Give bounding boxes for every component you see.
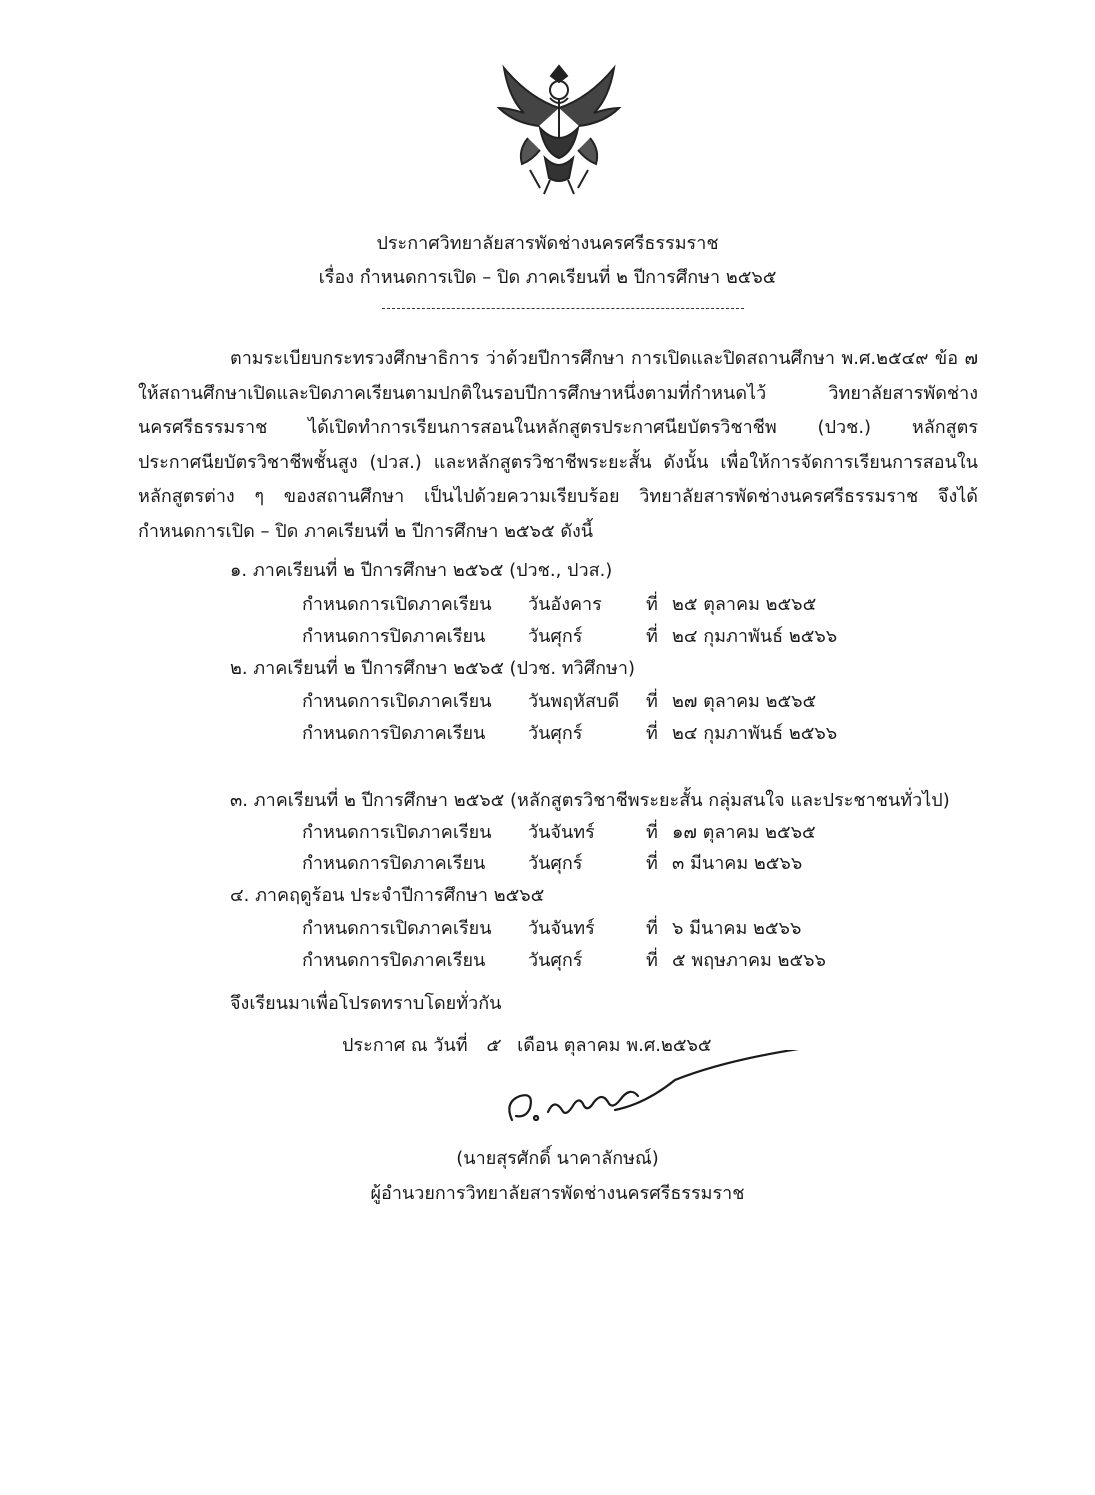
schedule-day: วันอังคาร <box>528 594 602 615</box>
signer-name: (นายสุรศักดิ์ นาคาลักษณ์) <box>456 1148 659 1169</box>
schedule-date: ๑๗ ตุลาคม ๒๕๖๕ <box>672 822 816 843</box>
schedule-label: กำหนดการเปิดภาคเรียน <box>302 822 492 843</box>
schedule-date: ๒๗ ตุลาคม ๒๕๖๕ <box>672 691 817 712</box>
schedule-day: วันจันทร์ <box>528 918 595 939</box>
schedule-date: ๕ พฤษภาคม ๒๕๖๖ <box>672 950 826 971</box>
schedule-date: ๒๔ กุมภาพันธ์ ๒๕๖๖ <box>672 723 838 744</box>
announcement-title: ประกาศวิทยาลัยสารพัดช่างนครศรีธรรมราช <box>376 233 719 254</box>
schedule-day: วันศุกร์ <box>528 950 583 971</box>
schedule-thi: ที่ <box>646 853 658 874</box>
schedule-label: กำหนดการปิดภาคเรียน <box>302 950 486 971</box>
schedule-thi: ที่ <box>646 594 658 615</box>
schedule-label: กำหนดการเปิดภาคเรียน <box>302 691 492 712</box>
schedule-thi: ที่ <box>646 626 658 647</box>
announce-suffix: เดือน ตุลาคม พ.ศ.๒๕๖๕ <box>517 1035 712 1056</box>
schedule-label: กำหนดการเปิดภาคเรียน <box>302 918 492 939</box>
schedule-date: ๒๔ กุมภาพันธ์ ๒๕๖๖ <box>672 626 838 647</box>
announce-prefix: ประกาศ ณ วันที่ <box>342 1035 468 1056</box>
schedule-label: กำหนดการปิดภาคเรียน <box>302 626 486 647</box>
signer-position: ผู้อำนวยการวิทยาลัยสารพัดช่างนครศรีธรรมราช <box>370 1183 745 1204</box>
section-heading: ๒. ภาคเรียนที่ ๒ ปีการศึกษา ๒๕๖๕ (ปวช. ทวิศึกษา) <box>230 658 636 679</box>
schedule-day: วันพฤหัสบดี <box>528 691 620 712</box>
schedule-day: วันศุกร์ <box>528 723 583 744</box>
schedule-day: วันจันทร์ <box>528 822 595 843</box>
garuda-emblem-icon <box>490 58 628 198</box>
schedule-label: กำหนดการเปิดภาคเรียน <box>302 594 492 615</box>
schedule-date: ๖ มีนาคม ๒๕๖๖ <box>672 918 802 939</box>
schedule-label: กำหนดการปิดภาคเรียน <box>302 853 486 874</box>
schedule-date: ๒๕ ตุลาคม ๒๕๖๕ <box>672 594 817 615</box>
section-heading: ๓. ภาคเรียนที่ ๒ ปีการศึกษา ๒๕๖๕ (หลักสูตรวิชาชีพระยะสั้น กลุ่มสนใจ และประชาชนทั่วไป) <box>230 790 950 811</box>
handwritten-signature <box>490 1050 810 1130</box>
handwritten-day: ๕ <box>485 1035 500 1056</box>
closing-line: จึงเรียนมาเพื่อโปรดทราบโดยทั่วกัน <box>230 993 502 1014</box>
section-heading: ๔. ภาคฤดูร้อน ประจำปีการศึกษา ๒๕๖๕ <box>230 885 545 906</box>
schedule-day: วันศุกร์ <box>528 853 583 874</box>
schedule-thi: ที่ <box>646 950 658 971</box>
announcement-subject: เรื่อง กำหนดการเปิด – ปิด ภาคเรียนที่ ๒ ปีการศึกษา ๒๕๖๕ <box>318 267 777 288</box>
schedule-thi: ที่ <box>646 822 658 843</box>
section-heading: ๑. ภาคเรียนที่ ๒ ปีการศึกษา ๒๕๖๕ (ปวช., ปวส.) <box>230 560 613 581</box>
body-paragraph: ตามระเบียบกระทรวงศึกษาธิการ ว่าด้วยปีการศึกษา การเปิดและปิดสถานศึกษา พ.ศ.๒๕๔๙ ข้อ ๗ ให้สถานศึกษาเปิดและปิดภาคเรียนตามปกติในรอบปีการศึกษาหนึ่งตามที่กำหนดไว้ วิทยาลัยสารพัดช่างนครศรีธรรมราช ได้เปิดทำการเรียนการสอนในหลักสูตรประกาศนียบัตรวิชาชีพ (ปวช.) หลักสูตรประกาศนียบัตรวิชาชีพชั้นสูง (ปวส.) และหลักสูตรวิชาชีพระยะสั้น ดังนั้น เพื่อให้การจัดการเรียนการสอนในหลักสูตรต่าง ๆ ของสถานศึกษา เป็นไปด้วยความเรียบร้อย วิทยาลัยสารพัดช่างนครศรีธรรมราช จึงได้กำหนดการเปิด – ปิด ภาคเรียนที่ ๒ ปีการศึกษา ๒๕๖๕ ดังนี้ <box>138 348 978 542</box>
schedule-date: ๓ มีนาคม ๒๕๖๖ <box>672 853 803 874</box>
schedule-thi: ที่ <box>646 691 658 712</box>
dashed-divider <box>382 308 744 309</box>
schedule-day: วันศุกร์ <box>528 626 583 647</box>
schedule-label: กำหนดการปิดภาคเรียน <box>302 723 486 744</box>
schedule-thi: ที่ <box>646 918 658 939</box>
schedule-thi: ที่ <box>646 723 658 744</box>
